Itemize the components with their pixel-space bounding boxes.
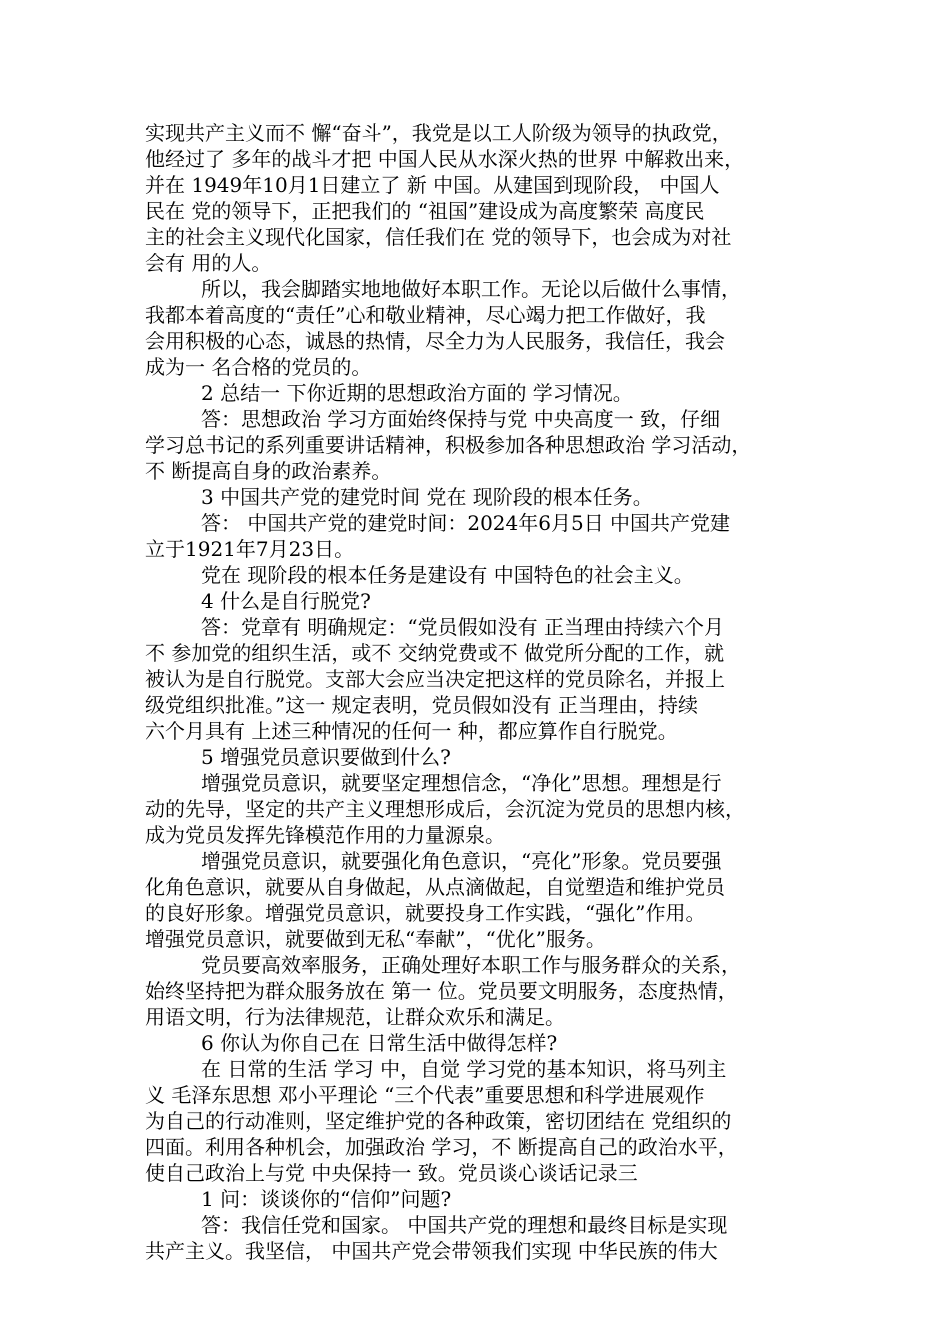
- paragraph-start-line: 党在 现阶段的根本任务是建设有 中国特色的社会主义。: [201, 563, 694, 587]
- text-line: 会有 用的人。: [145, 251, 272, 275]
- question-heading: 6 你认为你自己在 日常生活中做得怎样?: [201, 1031, 558, 1055]
- answer-start-line: 答：我信任党和国家。 中国共产党的理想和最终目标是实现: [201, 1213, 728, 1237]
- question-heading: 4 什么是自行脱党?: [201, 589, 371, 613]
- text-line: 会用积极的心态，诚恳的热情，尽全力为人民服务，我信任，我会: [145, 329, 725, 353]
- paragraph-start-line: 所以，我会脚踏实地地做好本职工作。无论以后做什么事情，: [201, 277, 741, 301]
- text-line: 始终坚持把为群众服务放在 第一 位。党员要文明服务，态度热情，: [145, 979, 738, 1003]
- text-line: 共产主义。我坚信， 中国共产党会带领我们实现 中华民族的伟大: [145, 1239, 718, 1263]
- text-line: 主的社会主义现代化国家，信任我们在 党的领导下，也会成为对社: [145, 225, 732, 249]
- text-line: 立于1921年7月23日。: [145, 537, 355, 561]
- question-heading: 3 中国共产党的建党时间 党在 现阶段的根本任务。: [201, 485, 653, 509]
- text-line: 成为党员发挥先锋模范作用的力量源泉。: [145, 823, 505, 847]
- question-heading: 5 增强党员意识要做到什么?: [201, 745, 451, 769]
- document-body: [145, 120, 815, 1264]
- text-line: 化角色意识，就要从自身做起，从点滴做起，自觉塑造和维护党员: [145, 875, 725, 899]
- text-line: 动的先导，坚定的共产主义理想形成后，会沉淀为党员的思想内核，: [145, 797, 745, 821]
- paragraph-start-line: 增强党员意识，就要坚定理想信念，“净化”思想。理想是行: [201, 771, 722, 795]
- text-line: 级党组织批准。”这一 规定表明，党员假如没有 正当理由，持续: [145, 693, 698, 717]
- answer-start-line: 答：思想政治 学习方面始终保持与党 中央高度一 致，仔细: [201, 407, 721, 431]
- text-line: 六个月具有 上述三种情况的任何一 种，都应算作自行脱党。: [145, 719, 678, 743]
- text-line: 义 毛泽东思想 邓小平理论 “三个代表”重要思想和科学进展观作: [145, 1083, 705, 1107]
- text-line: 他经过了 多年的战斗才把 中国人民从水深火热的世界 中解救出来，: [145, 147, 745, 171]
- text-line: 不 参加党的组织生活，或不 交纳党费或不 做党所分配的工作，就: [145, 641, 725, 665]
- text-line: 不 断提高自身的政治素养。: [145, 459, 392, 483]
- text-line: 的良好形象。增强党员意识，就要投身工作实践，“强化”作用。: [145, 901, 706, 925]
- question-heading: 1 问：谈谈你的“信仰”问题?: [201, 1187, 452, 1211]
- paragraph-start-line: 增强党员意识，就要强化角色意识，“亮化”形象。党员要强: [201, 849, 722, 873]
- text-line: 学习总书记的系列重要讲话精神，积极参加各种思想政治 学习活动，: [145, 433, 752, 457]
- text-line: 增强党员意识，就要做到无私“奉献”，“优化”服务。: [145, 927, 606, 951]
- text-line: 为自己的行动准则，坚定维护党的各种政策，密切团结在 党组织的: [145, 1109, 732, 1133]
- text-line: 使自己政治上与党 中央保持一 致。党员谈心谈话记录三: [145, 1161, 638, 1185]
- answer-start-line: 答： 中国共产党的建党时间：2024年6月5日 中国共产党建: [201, 511, 731, 535]
- text-line: 被认为是自行脱党。支部大会应当决定把这样的党员除名，并报上: [145, 667, 725, 691]
- question-heading: 2 总结一 下你近期的思想政治方面的 学习情况。: [201, 381, 633, 405]
- text-line: 四面。利用各种机会，加强政治 学习，不 断提高自己的政治水平，: [145, 1135, 738, 1159]
- text-line: 我都本着高度的“责任”心和敬业精神，尽心竭力把工作做好，我: [145, 303, 706, 327]
- answer-start-line: 答：党章有 明确规定：“党员假如没有 正当理由持续六个月: [201, 615, 724, 639]
- text-line: 民在 党的领导下，正把我们的 “祖国”建设成为高度繁荣 高度民: [145, 199, 705, 223]
- text-line: 实现共产主义而不 懈“奋斗”，我党是以工人阶级为领导的执政党，: [145, 121, 732, 145]
- text-line: 成为一 名合格的党员的。: [145, 355, 372, 379]
- paragraph-start-line: 在 日常的生活 学习 中，自觉 学习党的基本知识，将马列主: [201, 1057, 727, 1081]
- text-line: 并在 1949年10月1日建立了 新 中国。从建国到现阶段， 中国人: [145, 173, 720, 197]
- paragraph-start-line: 党员要高效率服务，正确处理好本职工作与服务群众的关系，: [201, 953, 741, 977]
- text-line: 用语文明，行为法律规范，让群众欢乐和满足。: [145, 1005, 565, 1029]
